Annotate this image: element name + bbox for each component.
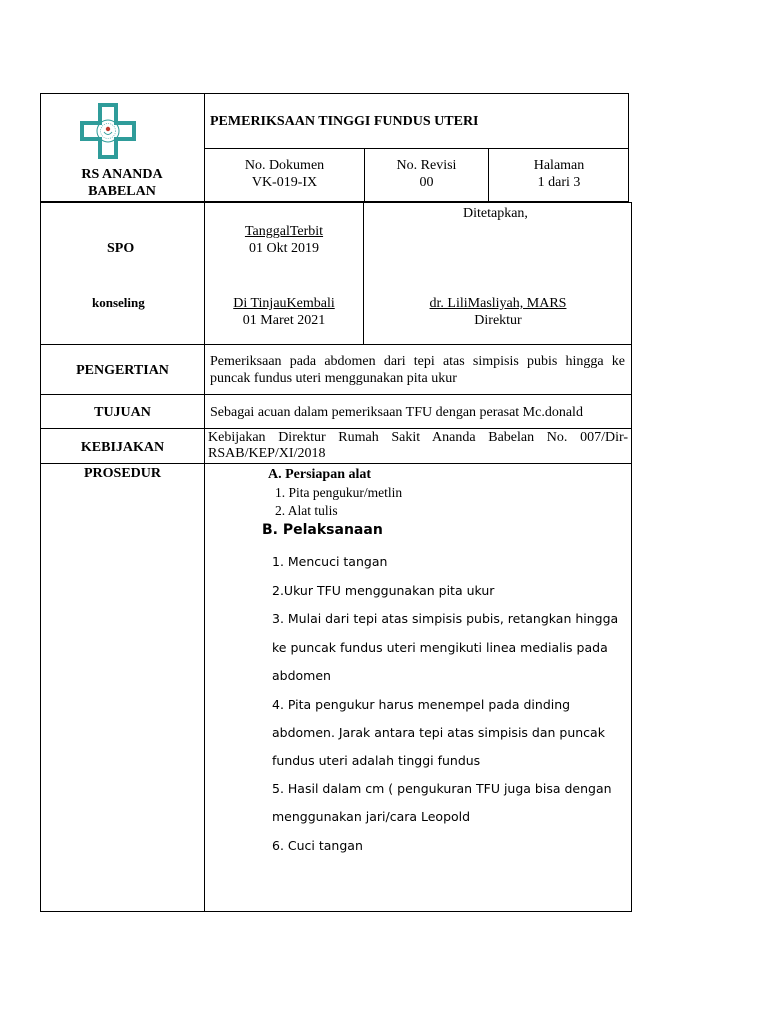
part-b-step: ke puncak fundus uteri mengikuti linea medialis pada (272, 640, 608, 655)
part-b-step: menggunakan jari/cara Leopold (272, 809, 471, 824)
tujuan-label: TUJUAN (94, 405, 151, 420)
part-b-title: B. Pelaksanaan (262, 522, 383, 538)
signer-block (364, 295, 632, 329)
row-divider (40, 428, 632, 429)
header-divider (204, 148, 629, 149)
pengertian-line: puncak fundus uteri menggunakan pita ukur (210, 371, 457, 386)
part-a-item: 1. Pita pengukur/metlin (275, 485, 403, 500)
doc-number-cell (205, 157, 364, 191)
part-b-step: 6. Cuci tangan (272, 838, 363, 853)
part-b-step: 1. Mencuci tangan (272, 554, 388, 569)
row-divider (40, 344, 632, 345)
part-b-step: abdomen. Jarak antara tepi atas simpisis dan puncak (272, 725, 605, 740)
page-label: Halaman (533, 158, 585, 173)
document-title: PEMERIKSAAN TINGGI FUNDUS UTERI (210, 114, 479, 129)
row-divider (40, 463, 632, 464)
part-b-step: 2.Ukur TFU menggunakan pita ukur (272, 583, 495, 598)
pengertian-line: Pemeriksaan pada abdomen dari tepi atas simpisis pubis hingga ke (210, 354, 625, 369)
hospital-name-line: BABELAN (88, 184, 156, 199)
row-divider (40, 394, 632, 395)
part-b-step: 4. Pita pengukur harus menempel pada dinding (272, 697, 571, 712)
hospital-name-line: RS ANANDA (81, 167, 163, 182)
doc-number-label: No. Dokumen (244, 158, 325, 173)
revision-label: No. Revisi (396, 158, 457, 173)
part-b-step: 3. Mulai dari tepi atas simpisis pubis, retangkan hingga (272, 611, 619, 626)
pengertian-text (210, 353, 625, 387)
kebijakan-label: KEBIJAKAN (80, 440, 165, 455)
issue-date-label: TanggalTerbit (244, 224, 324, 239)
signer-title: Direktur (474, 313, 522, 328)
revision-value: 00 (419, 175, 434, 190)
review-date-label: Di TinjauKembali (233, 296, 335, 311)
kebijakan-line: RSAB/KEP/XI/2018 (208, 446, 326, 461)
hospital-name (44, 166, 200, 200)
review-date-value: 01 Maret 2021 (242, 313, 326, 328)
spo-type-label: konseling (92, 295, 145, 310)
pengertian-label: PENGERTIAN (76, 363, 169, 378)
page-cell (489, 157, 629, 191)
part-b-step: abdomen (272, 668, 331, 683)
spo-label: SPO (107, 241, 135, 256)
approved-label: Ditetapkan, (463, 206, 528, 221)
doc-number-value: VK-019-IX (251, 175, 318, 190)
tujuan-text: Sebagai acuan dalam pemeriksaan TFU dengan perasat Mc.donald (210, 405, 583, 420)
part-b-step: fundus uteri adalah tinggi fundus (272, 753, 481, 768)
part-a-title: A. Persiapan alat (268, 467, 372, 482)
issue-date-cell (205, 223, 363, 257)
kebijakan-text (208, 430, 628, 462)
issue-date-value: 01 Okt 2019 (249, 241, 319, 256)
signer-name: dr. LiliMasliyah, MARS (429, 296, 567, 311)
part-a-item: 2. Alat tulis (275, 503, 338, 518)
review-date-cell (205, 295, 363, 329)
page-value: 1 dari 3 (537, 175, 581, 190)
part-b-step: 5. Hasil dalam cm ( pengukuran TFU juga bisa dengan (272, 781, 612, 796)
prosedur-label: PROSEDUR (83, 466, 161, 481)
kebijakan-line: Kebijakan Direktur Rumah Sakit Ananda Babelan No. 007/Dir- (208, 430, 628, 445)
hospital-logo-icon (79, 102, 137, 160)
revision-cell (365, 157, 488, 191)
